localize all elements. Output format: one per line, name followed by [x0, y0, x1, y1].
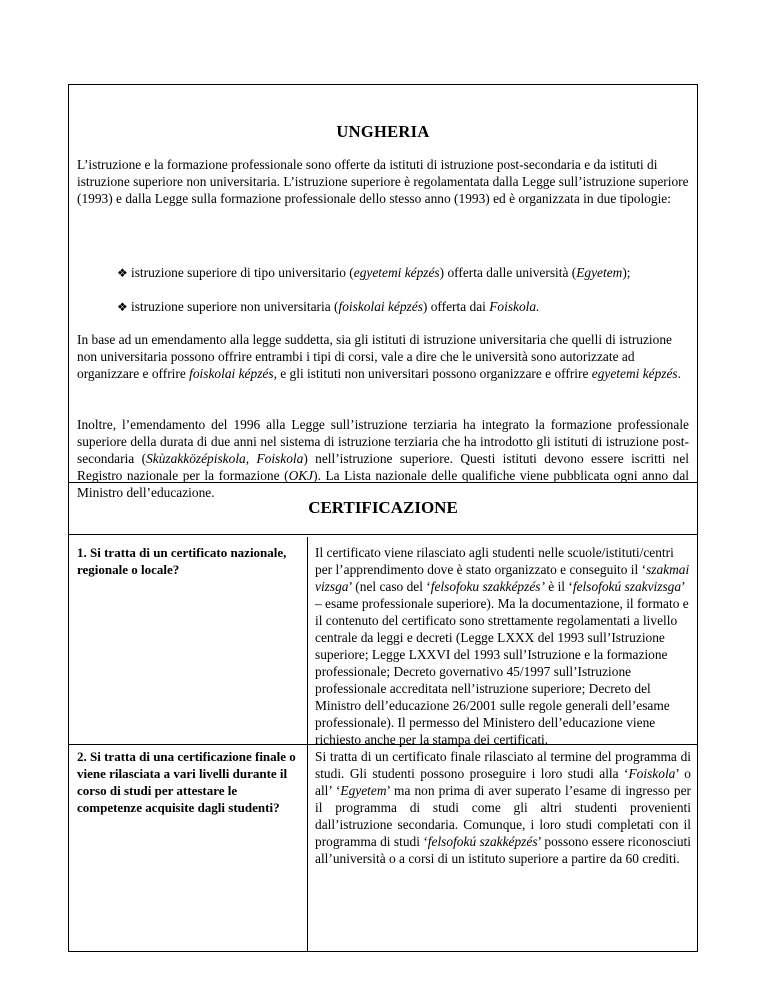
section-title-ungheria: UNGHERIA: [336, 122, 430, 141]
bullet-item: ❖ istruzione superiore non universitaria (foiskolai képzés) offerta dai Foiskola.: [117, 299, 540, 314]
answer-2: Si tratta di un certificato finale rilasciato al termine del programma di studi. Gli studenti possono proseguire i loro studi alla ‘Foiskola’ o all’ ‘Egyetem’ ma non prima di aver superato l’esame di ingresso per il programma di studi come gli altri studenti provenienti dall’istruzione secondaria. Comunque, i loro studi completati con il programma di studi ‘felsofokú szakképzés’ possono essere riconosciuti all’università o a corsi di un istituto superiore a partire da 60 crediti.: [315, 749, 691, 866]
certificazione-header: [69, 483, 697, 535]
section-title-certificazione: CERTIFICAZIONE: [308, 498, 458, 517]
diamond-bullet-icon: ❖: [117, 266, 128, 280]
table-row-divider: [69, 744, 697, 745]
diamond-bullet-icon: ❖: [117, 300, 128, 314]
amendment-paragraph: In base ad un emendamento alla legge suddetta, sia gli istituti di istruzione universitaria che quelli di istruzione non universitaria possono offrire entrambi i tipi di corsi, vale a dire che le università sono autorizzate ad organizzare e offrire foiskolai képzés, e gli istituti non universitari possono organizzare e offrire egyetemi képzés.: [77, 332, 682, 381]
question-2: 2. Si tratta di una certificazione finale o viene rilasciata a vari livelli durante il corso di studi per attestare le competenze acquisite dagli studenti?: [77, 749, 296, 815]
intro-paragraph: L’istruzione e la formazione professionale sono offerte da istituti di istruzione post-secondaria e da istituti di istruzione superiore non universitaria. L’istruzione superiore è regolamentata dalla Legge sull’istruzione superiore (1993) e dalla Legge sulla formazione professionale dello stesso anno (1993) ed è organizzata in due tipologie:: [77, 157, 689, 206]
bullet-item: ❖ istruzione superiore di tipo universitario (egyetemi képzés) offerta dalle università (Egyetem);: [117, 265, 631, 280]
intro-section: [69, 85, 697, 500]
answer-1: Il certificato viene rilasciato agli studenti nelle scuole/istituti/centri per l’apprendimento dove è stato organizzato e conseguito il ‘szakmai vizsga’ (nel caso del ‘felsofoku szakképzés’ è il ‘felsofokú szakvizsga’ – esame professionale superiore). Ma la documentazione, il formato e il contenuto del certificato sono strettamente regolamentati a livello centrale da leggi e decreti (Legge LXXX del 1993 sull’Istruzione superiore; Legge LXXVI del 1993 sull’Istruzione e la formazione professionale; Decreto governativo 45/1997 sull’Istruzione professionale accreditata nell’istruzione superiore; Decreto del Ministro dell’educazione 26/2001 sulle regole generali dell’esame professionale). Il permesso del Ministero dell’educazione viene richiesto anche per la stampa dei certificati.: [315, 545, 690, 747]
integration-paragraph: Inoltre, l’emendamento del 1996 alla Legge sull’istruzione terziaria ha integrato la formazione professionale superiore della durata di due anni nel sistema di istruzione terziaria che ha introdotto gli istituti di istruzione post-secondaria (Skùzakközépiskola, Foiskola) nell’istruzione superiore. Questi istituti devono essere iscritti nel Registro nazionale per la formazione (OKJ). La Lista nazionale delle qualifiche viene pubblicata ogni anno dal Ministro dell’educazione.: [77, 417, 690, 500]
question-1: 1. Si tratta di un certificato nazionale, regionale o locale?: [77, 545, 287, 577]
document-frame: [68, 84, 698, 952]
